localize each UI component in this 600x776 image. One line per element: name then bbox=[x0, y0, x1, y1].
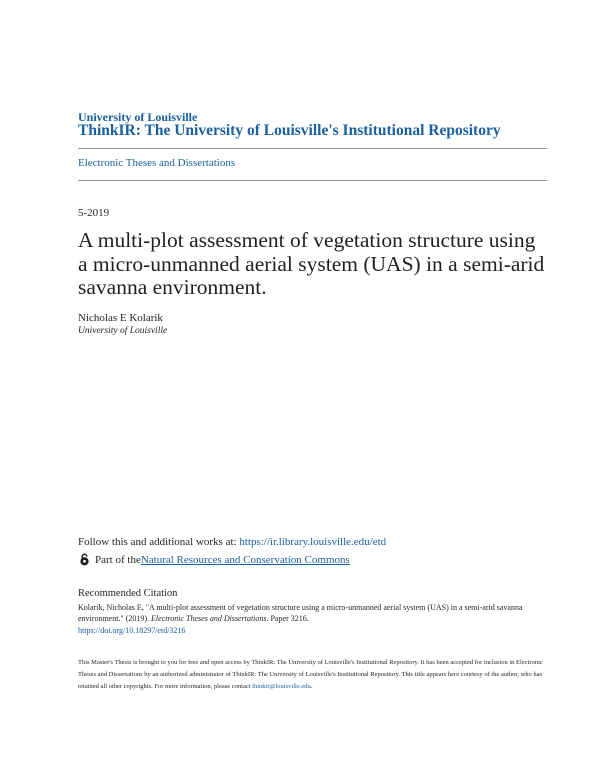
citation-text: Kolarik, Nicholas E, "A multi-plot assessment of vegetation structure using a micro-unmanned aerial system (UAS) in a semi-arid savanna environment." (2019). bbox=[78, 603, 523, 624]
follow-line bbox=[78, 536, 386, 548]
author-name: Nicholas E Kolarik bbox=[78, 312, 163, 324]
open-access-icon bbox=[78, 553, 91, 566]
commons-link[interactable]: Natural Resources and Conservation Commons bbox=[140, 553, 350, 566]
contact-email-link[interactable]: thinkir@louisville.edu bbox=[252, 683, 311, 690]
series-link[interactable]: Electronic Theses and Dissertations bbox=[78, 157, 236, 169]
citation-journal: Electronic Theses and Dissertations. bbox=[151, 614, 269, 624]
part-of-line bbox=[78, 553, 350, 566]
document-title: A multi-plot assessment of vegetation structure using a micro-unmanned aerial system (UAS) in a semi-arid savanna environment. bbox=[78, 228, 545, 299]
university-name[interactable]: University of Louisville bbox=[78, 110, 198, 124]
citation-body bbox=[78, 602, 548, 636]
publication-date: 5-2019 bbox=[78, 207, 110, 219]
etd-collection-link[interactable]: https://ir.library.louisville.edu/etd bbox=[239, 536, 387, 548]
notice-text: This Master's Thesis is brought to you for free and open access by ThinkIR: The University of Louisville's Institutional Repository. It has been accepted for inclusion in Electronic Theses and Dissertations by an authorized administrator of ThinkIR: The University of Louisville's Institutional Repository. This title appears here courtesy of the author, who has retained all other copyrights. For more information, please contact bbox=[78, 659, 543, 690]
divider-bottom bbox=[78, 180, 547, 181]
citation-heading: Recommended Citation bbox=[78, 588, 178, 599]
doi-link[interactable]: https://doi.org/10.18297/etd/3216 bbox=[78, 625, 186, 635]
copyright-notice bbox=[78, 657, 548, 693]
follow-label: Follow this and additional works at: bbox=[78, 536, 240, 548]
repository-title[interactable]: ThinkIR: The University of Louisville's Institutional Repository bbox=[78, 122, 501, 139]
author-affiliation: University of Louisville bbox=[78, 326, 168, 336]
divider-top bbox=[78, 148, 547, 149]
notice-end: . bbox=[310, 683, 313, 690]
citation-paper: Paper 3216. bbox=[268, 614, 309, 624]
part-of-label: Part of the bbox=[95, 553, 141, 566]
